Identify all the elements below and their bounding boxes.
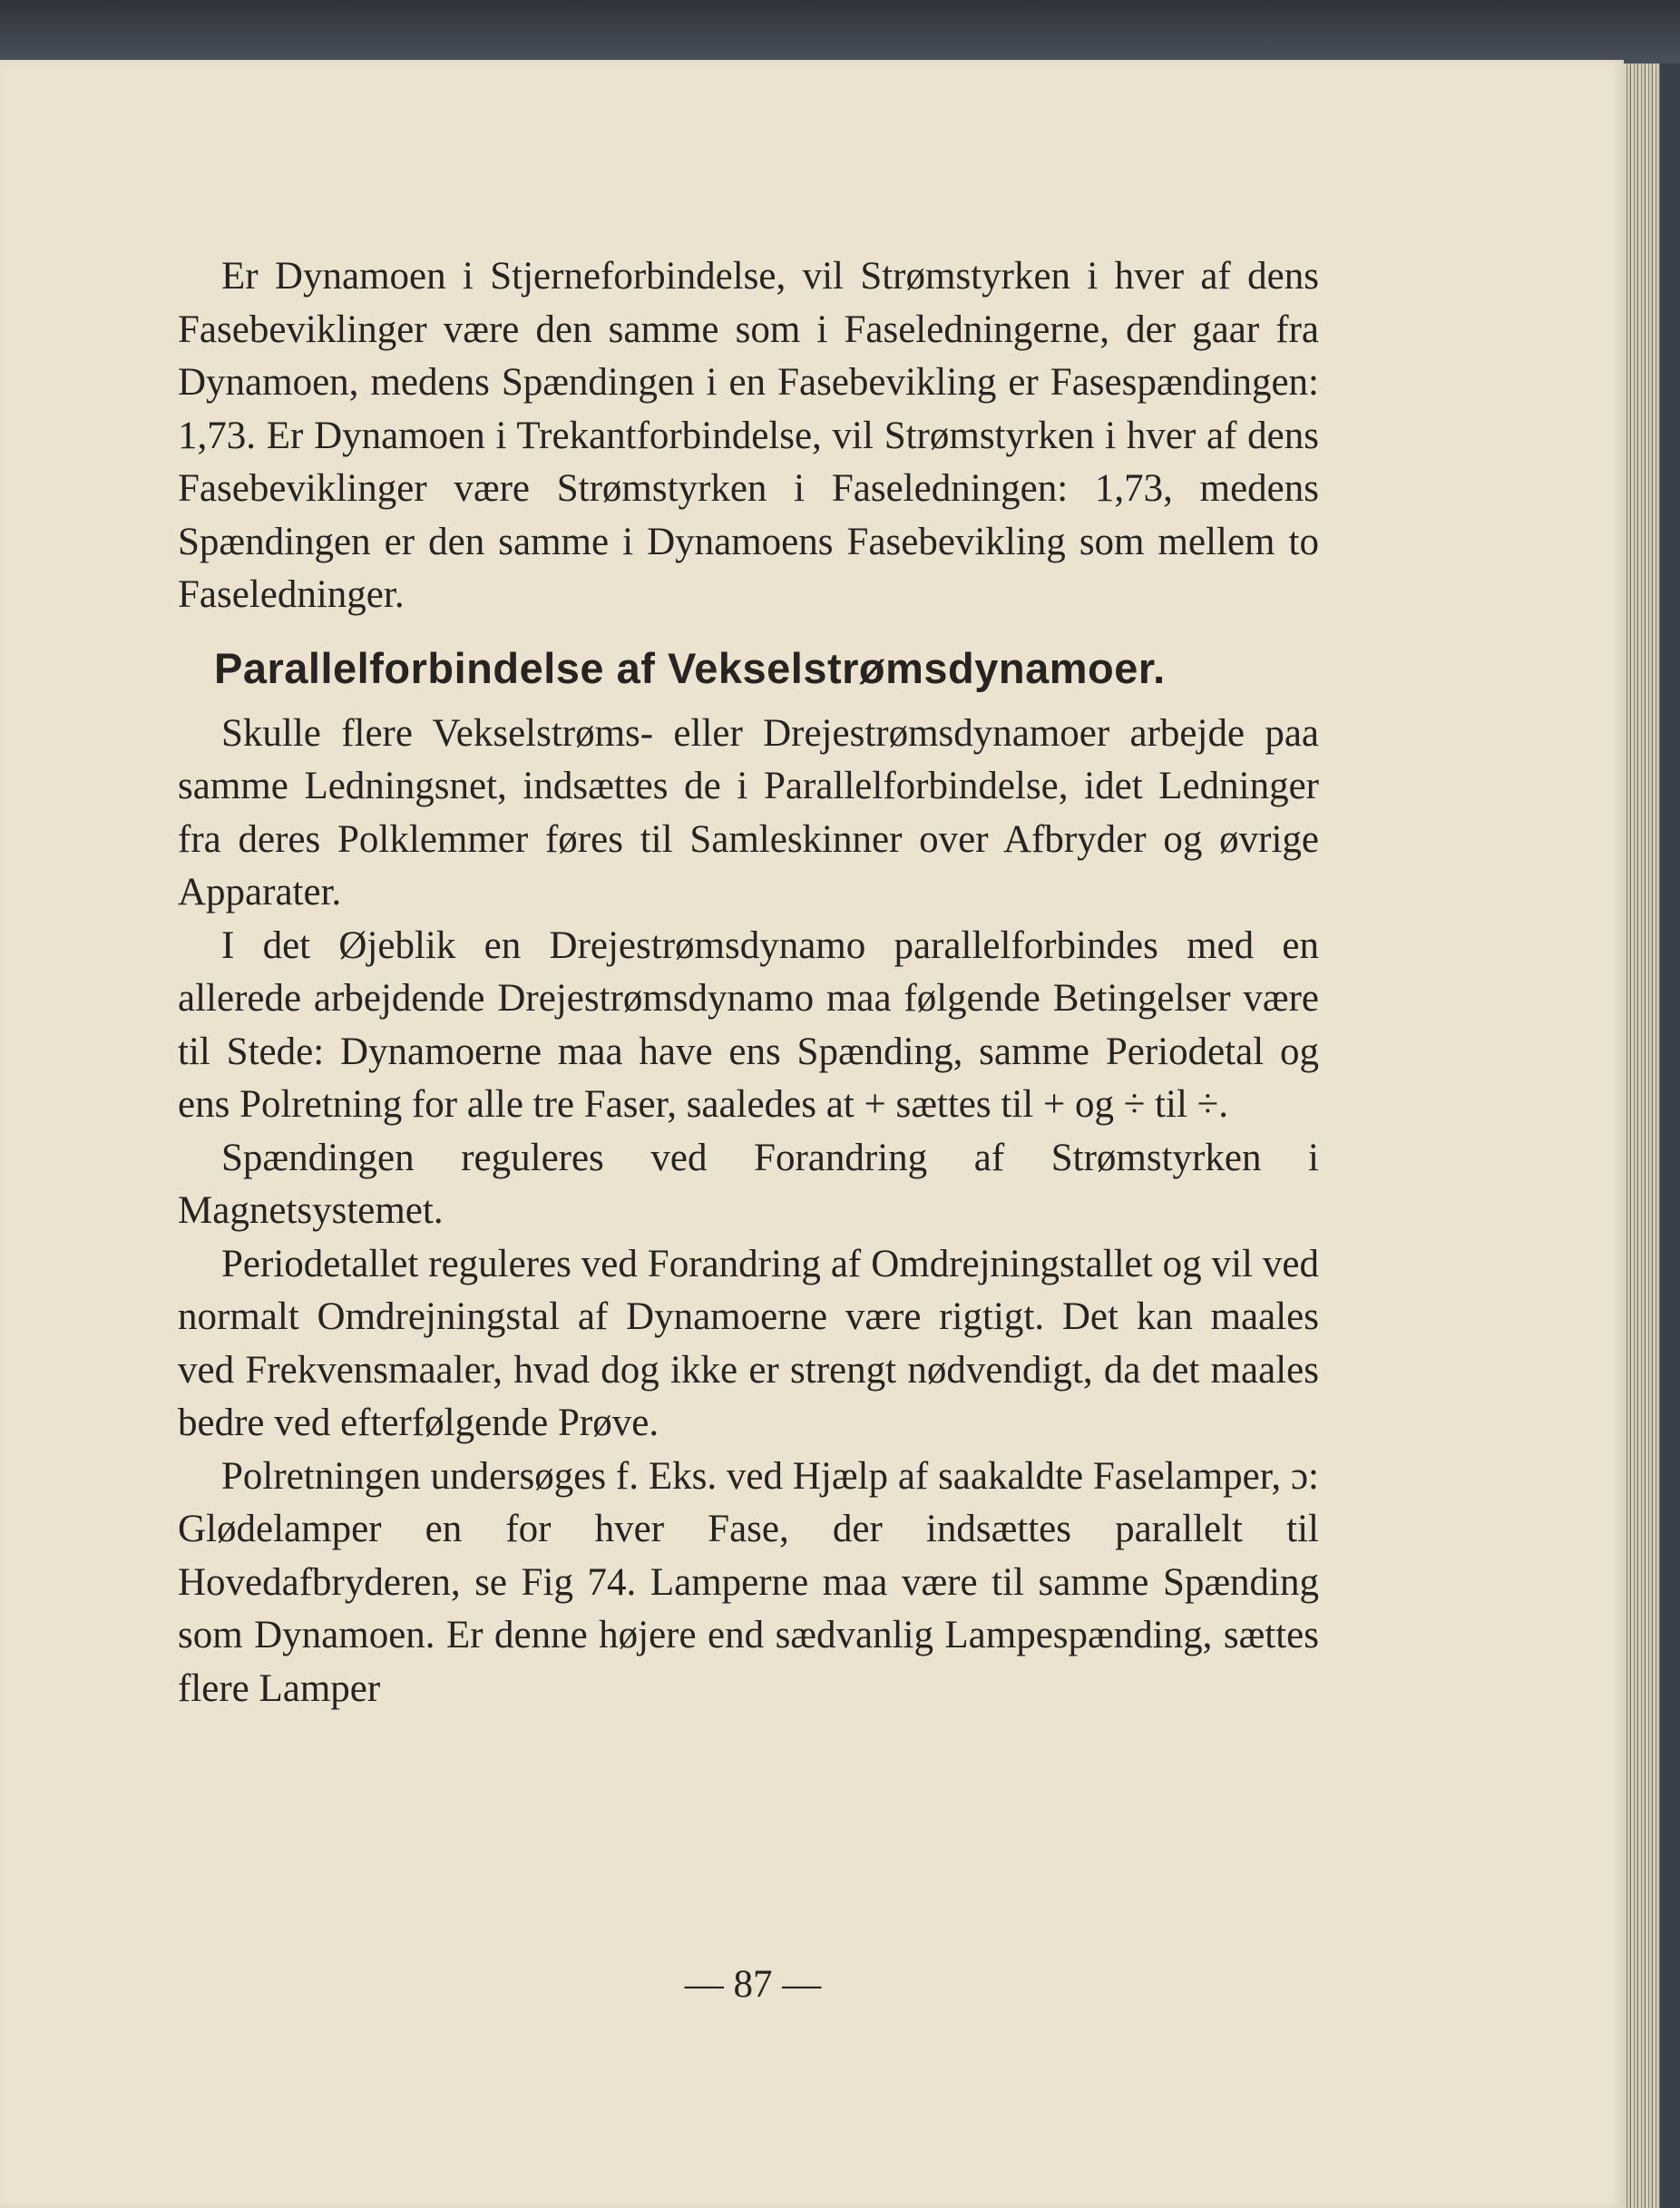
paragraph-polarity-check: Polretningen undersøges f. Eks. ved Hjælp af saakaldte Faselamper, ɔ: Glødelamper en for hver Fase, der indsættes parallelt til Hovedafbryderen, se Fig 74. Lamperne maa være til samme Spænding som Dynamoen. Er denne højere end sædvanlig Lampespænding, sættes flere Lamper — [178, 1454, 1319, 1710]
page-number: — 87 — — [684, 1963, 822, 2006]
paragraph-frequency-regulation: Periodetallet reguleres ved Forandring af Omdrejningstallet og vil ved normalt Omdrejningstal af Dynamoerne være rigtigt. Det kan maales ved Frekvensmaaler, hvad dog ikke er strengt nødvendigt, da det maales bedre ved efterfølgende Prøve. — [178, 1242, 1319, 1444]
paragraph-conditions: I det Øjeblik en Drejestrømsdynamo parallelforbindes med en allerede arbejdende Drejestrømsdynamo maa følgende Betingelser være til Stede: Dynamoerne maa have ens Spænding, samme Periodetal og ens Polretning for alle tre Faser, saaledes at + sættes til + og ÷ til ÷. — [178, 923, 1319, 1126]
section-heading: Parallelforbindelse af Vekselstrømsdynamoer. — [214, 643, 1166, 692]
paragraph-parallel-intro: Skulle flere Vekselstrøms- eller Drejestrømsdynamoer arbejde paa samme Ledningsnet, indsættes de i Parallelforbindelse, idet Ledninger fra deres Polklemmer føres til Samleskinner over Afbryder og øvrige Apparater. — [178, 711, 1319, 913]
book-cover-edge — [0, 0, 1680, 64]
paragraph-voltage-regulation: Spændingen reguleres ved Forandring af Strømstyrken i Magnetsystemet. — [178, 1136, 1319, 1232]
paragraph-dynamo-connections: Er Dynamoen i Stjerneforbindelse, vil Strømstyrken i hver af dens Fasebeviklinger være den samme som i Faseledningerne, der gaar fra Dynamoen, medens Spændingen i en Fasebevikling er Fasespændingen: 1,73. Er Dynamoen i Trekantforbindelse, vil Strømstyrken i hver af dens Fasebeviklinger være Strømstyrken i Faseledningen: 1,73, medens Spændingen er den samme i Dynamoens Fasebevikling som mellem to Faseledninger. — [178, 255, 1319, 616]
page-text-block — [178, 250, 1319, 1715]
page-edges — [1624, 64, 1680, 2208]
